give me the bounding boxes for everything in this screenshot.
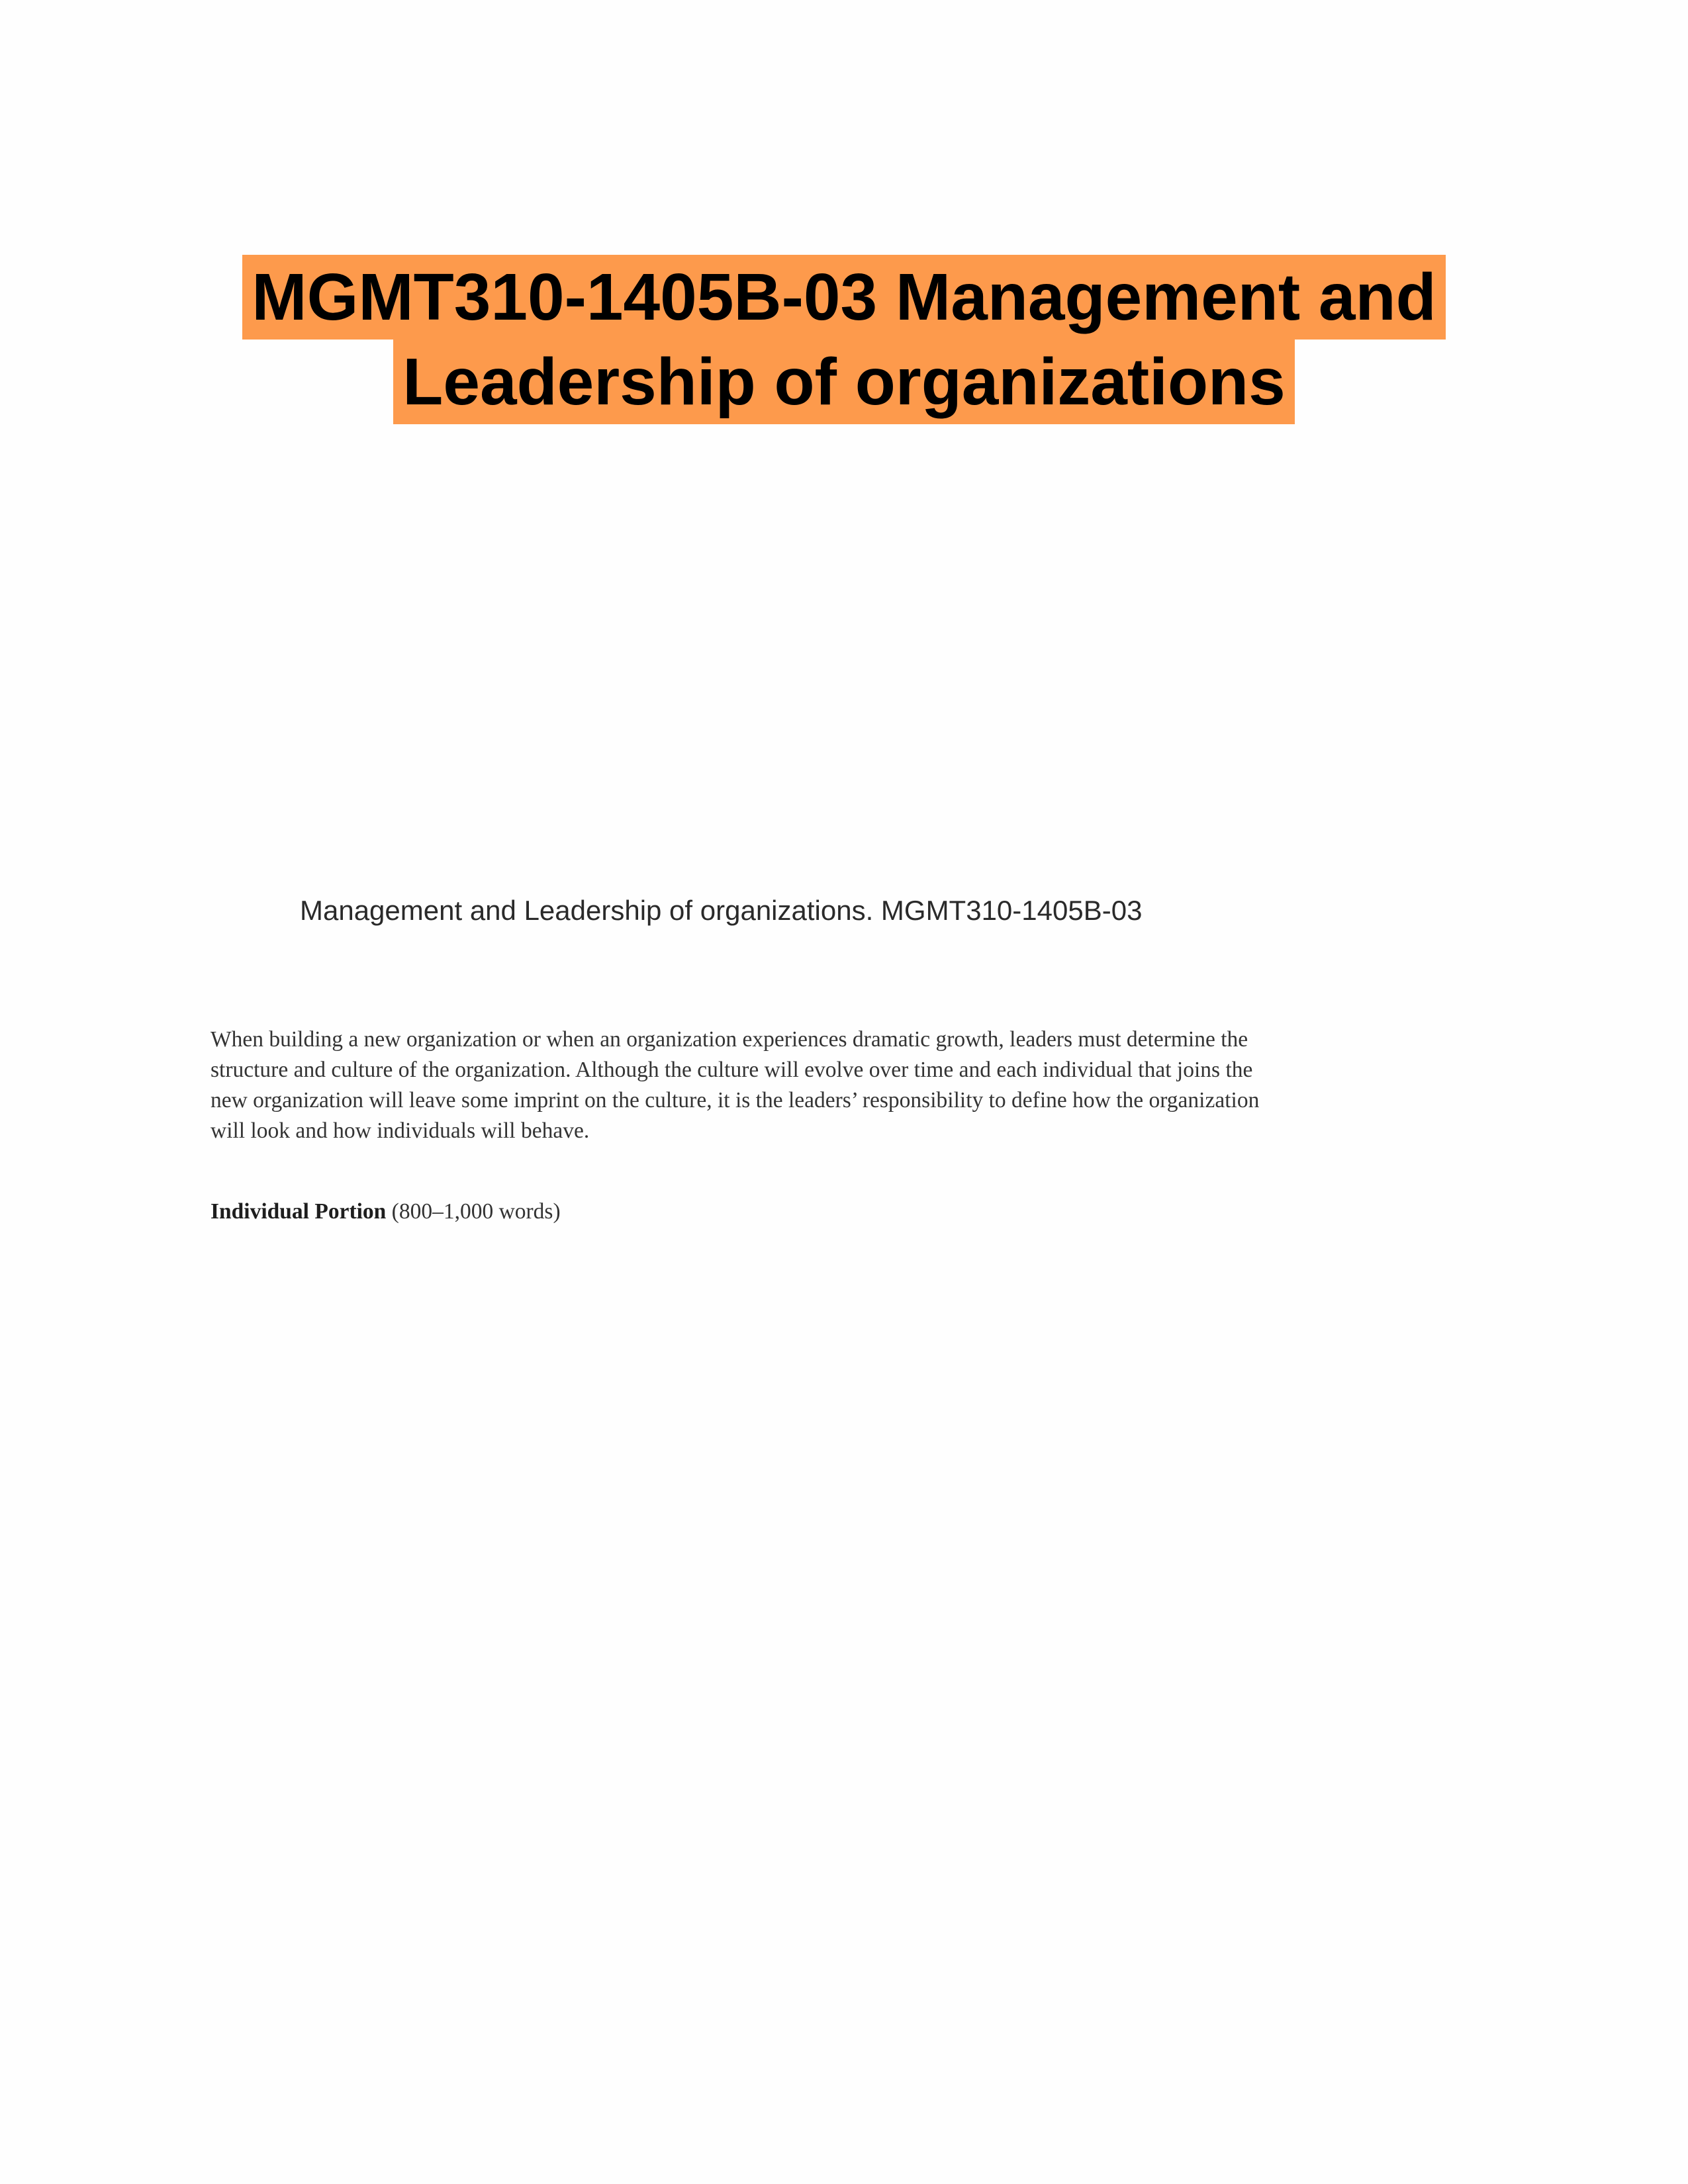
assignment-paragraph: When building a new organization or when an organization experiences dramatic growth, leaders must determine the structure and culture of the organization. Although the culture will evolve over time and each individual that joins the new organization will leave some imprint on the culture, it is the leaders’ responsibility to define how the organization will look and how individuals will behave. [211, 1027, 1260, 1143]
embedded-heading: Management and Leadership of organizations. MGMT310-1405B-03 [300, 895, 1143, 926]
title-line-1: MGMT310-1405B-03 Management and [242, 255, 1445, 340]
portion-word-count: (800–1,000 words) [391, 1199, 561, 1224]
embedded-document-image [199, 880, 1324, 1277]
portion-label: Individual Portion [211, 1199, 387, 1224]
document-title [199, 255, 1489, 424]
title-line-2: Leadership of organizations [393, 340, 1295, 424]
individual-portion-line [211, 1199, 561, 1224]
